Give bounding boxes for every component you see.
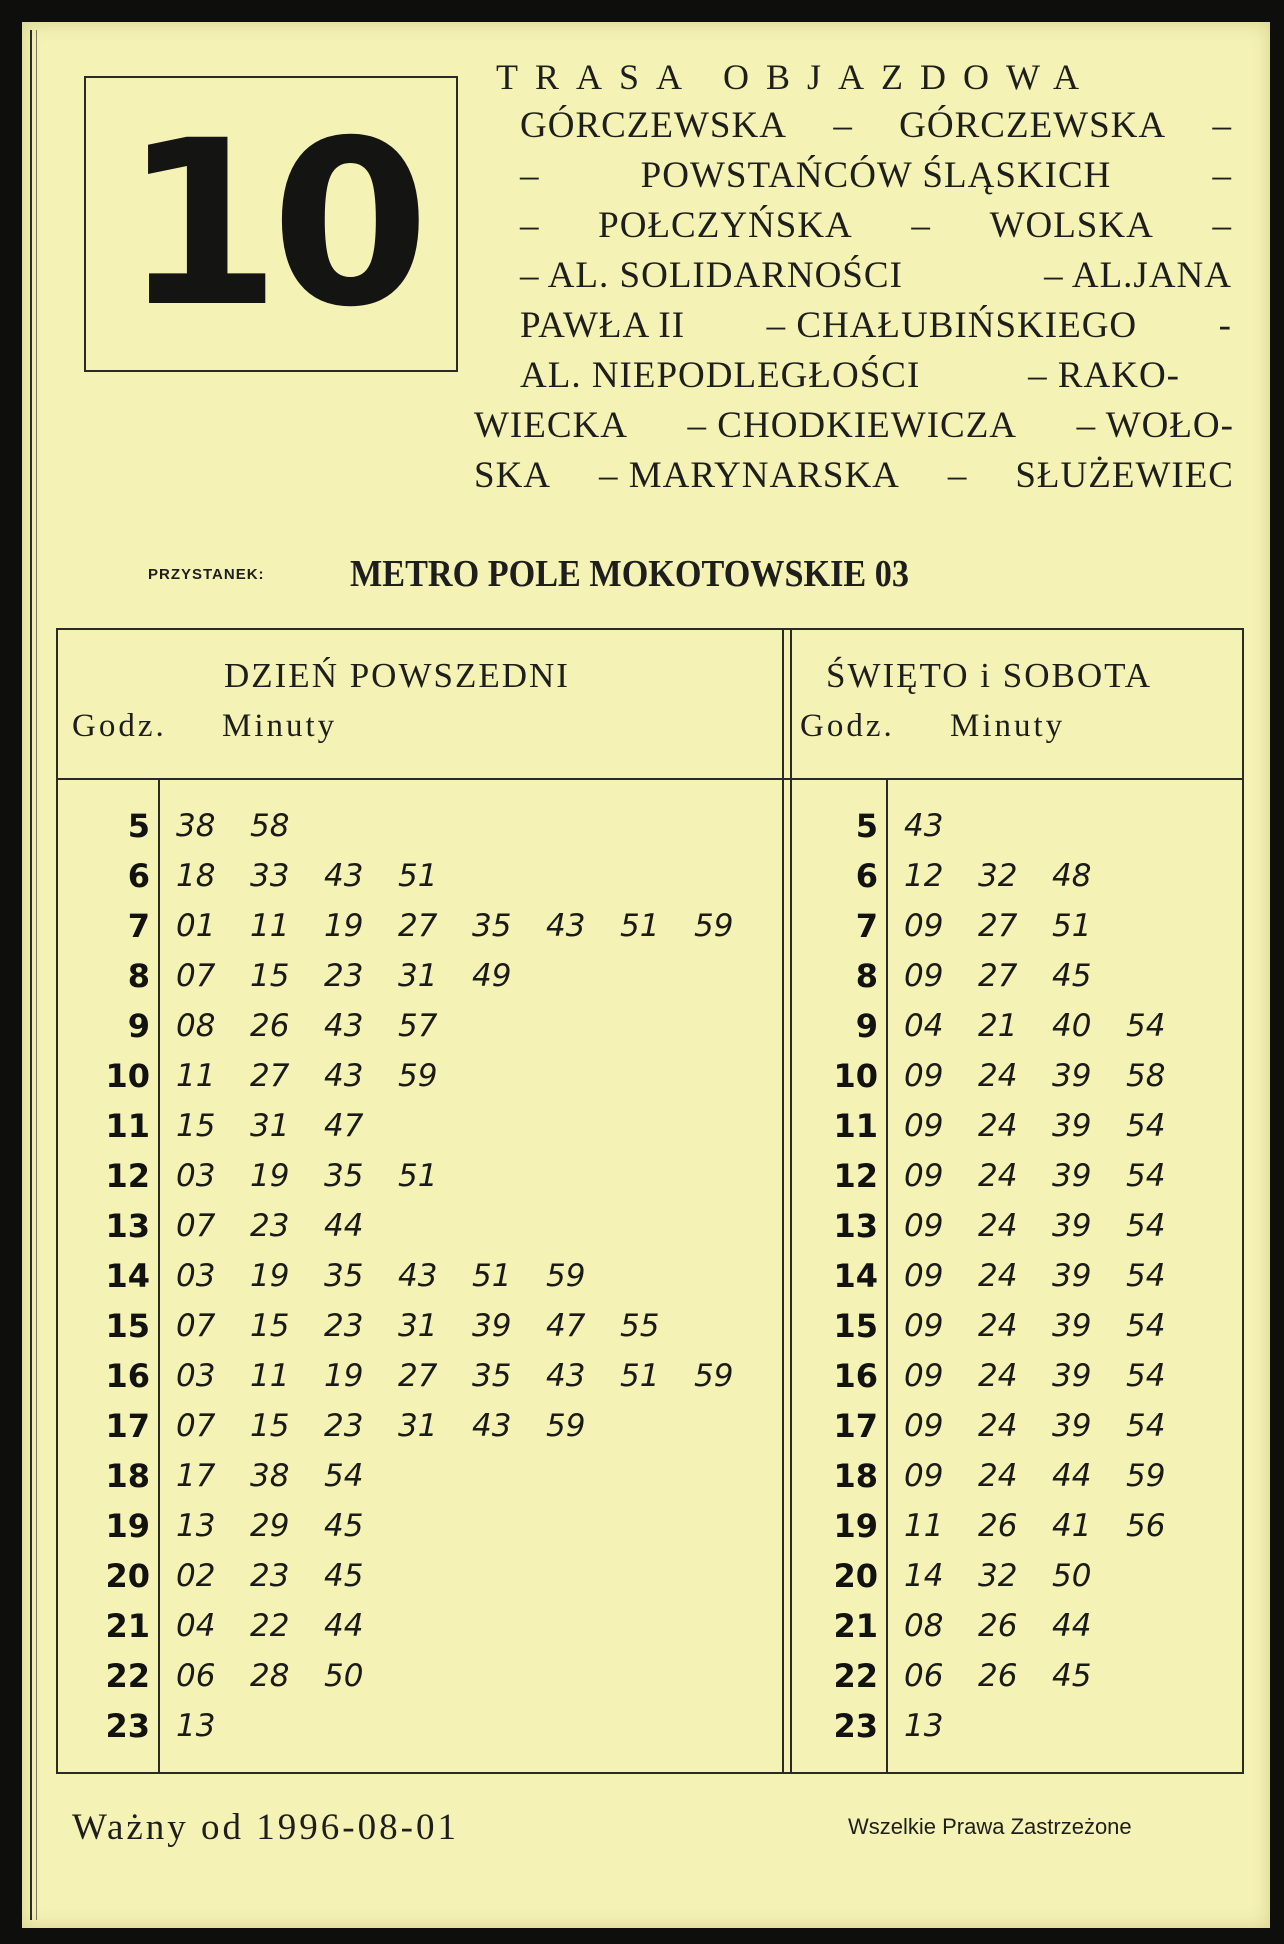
minute-value: 54	[1126, 1008, 1166, 1044]
minutes-row	[176, 1556, 398, 1596]
minute-value: 44	[324, 1608, 364, 1644]
minute-value: 32	[978, 858, 1018, 894]
hour-cell: 6	[127, 857, 150, 895]
minutes-row	[176, 856, 472, 896]
minute-value: 43	[546, 908, 586, 944]
hour-cell: 11	[833, 1107, 878, 1145]
minute-value: 39	[1052, 1308, 1092, 1344]
minute-value: 07	[176, 1408, 216, 1444]
panel-divider	[782, 628, 784, 1774]
minute-value: 50	[1052, 1558, 1092, 1594]
minute-value: 43	[472, 1408, 512, 1444]
minute-value: 35	[472, 1358, 512, 1394]
minute-value: 09	[904, 1258, 944, 1294]
hour-cell: 12	[105, 1157, 150, 1195]
route-segment: SŁUŻEWIEC	[1015, 455, 1234, 496]
minute-value: 15	[250, 1408, 290, 1444]
route-segment: -	[1218, 305, 1232, 346]
holiday-minutes-header: Minuty	[950, 708, 1066, 744]
hour-cell: 8	[855, 957, 878, 995]
minute-value: 07	[176, 1308, 216, 1344]
minutes-row	[904, 1606, 1126, 1646]
hour-cell: 16	[105, 1357, 150, 1395]
holiday-hour-rule	[886, 778, 888, 1774]
hour-cell: 9	[855, 1007, 878, 1045]
minutes-row	[904, 1506, 1200, 1546]
hour-cell: 20	[105, 1557, 150, 1595]
route-line	[520, 204, 1232, 247]
holiday-hour-header: Godz.	[800, 708, 895, 744]
hour-cell: 8	[127, 957, 150, 995]
hour-cell: 16	[833, 1357, 878, 1395]
minute-value: 39	[1052, 1358, 1092, 1394]
minute-value: 57	[398, 1008, 438, 1044]
minute-value: 54	[1126, 1408, 1166, 1444]
minutes-row	[904, 1106, 1200, 1146]
minute-value: 27	[250, 1058, 290, 1094]
minute-value: 58	[250, 808, 290, 844]
minute-value: 39	[1052, 1158, 1092, 1194]
route-segment: – MARYNARSKA	[599, 455, 900, 496]
minutes-row	[176, 1356, 768, 1396]
minutes-row	[904, 1306, 1200, 1346]
minute-value: 23	[324, 1308, 364, 1344]
minute-value: 09	[904, 908, 944, 944]
minute-value: 43	[324, 858, 364, 894]
minute-value: 43	[324, 1008, 364, 1044]
minute-value: 45	[1052, 1658, 1092, 1694]
minutes-row	[176, 806, 324, 846]
route-line	[520, 354, 1180, 397]
minutes-row	[904, 1156, 1200, 1196]
minute-value: 11	[176, 1058, 216, 1094]
minute-value: 19	[324, 908, 364, 944]
minute-value: 18	[176, 858, 216, 894]
route-segment: WOLSKA	[989, 205, 1154, 246]
minute-value: 08	[904, 1608, 944, 1644]
minute-value: 59	[398, 1058, 438, 1094]
hour-cell: 6	[855, 857, 878, 895]
route-line	[520, 254, 1232, 297]
minute-value: 04	[176, 1608, 216, 1644]
minute-value: 43	[324, 1058, 364, 1094]
left-margin-rule	[30, 30, 32, 1920]
minute-value: 44	[1052, 1458, 1092, 1494]
hour-cell: 15	[105, 1307, 150, 1345]
minute-value: 08	[176, 1008, 216, 1044]
minutes-row	[904, 1406, 1200, 1446]
minute-value: 04	[904, 1008, 944, 1044]
minute-value: 01	[176, 908, 216, 944]
minute-value: 59	[694, 1358, 734, 1394]
route-segment: WIECKA	[474, 405, 628, 446]
minute-value: 43	[904, 808, 944, 844]
minutes-row	[176, 1456, 398, 1496]
hour-cell: 7	[127, 907, 150, 945]
minute-value: 09	[904, 1358, 944, 1394]
hour-cell: 10	[105, 1057, 150, 1095]
minute-value: 38	[250, 1458, 290, 1494]
minute-value: 23	[250, 1208, 290, 1244]
timetable-table	[56, 628, 1244, 1774]
minutes-row	[176, 1056, 472, 1096]
minute-value: 12	[904, 858, 944, 894]
minute-value: 19	[324, 1358, 364, 1394]
route-segment: POŁCZYŃSKA	[598, 205, 853, 246]
minute-value: 19	[250, 1258, 290, 1294]
hour-cell: 17	[833, 1407, 878, 1445]
minute-value: 23	[324, 958, 364, 994]
minute-value: 31	[398, 1308, 438, 1344]
route-segment: –	[1212, 105, 1232, 146]
minute-value: 54	[324, 1458, 364, 1494]
minute-value: 11	[250, 1358, 290, 1394]
minute-value: 09	[904, 1408, 944, 1444]
hour-cell: 10	[833, 1057, 878, 1095]
minutes-row	[176, 1306, 694, 1346]
minutes-row	[176, 1006, 472, 1046]
minute-value: 51	[620, 908, 660, 944]
minute-value: 35	[324, 1158, 364, 1194]
minutes-row	[904, 1706, 978, 1746]
hour-cell: 23	[105, 1707, 150, 1745]
minute-value: 26	[250, 1008, 290, 1044]
hour-cell: 19	[105, 1507, 150, 1545]
minute-value: 41	[1052, 1508, 1092, 1544]
minutes-row	[176, 1256, 620, 1296]
minute-value: 15	[176, 1108, 216, 1144]
minute-value: 06	[176, 1658, 216, 1694]
hour-cell: 21	[105, 1607, 150, 1645]
minute-value: 39	[1052, 1108, 1092, 1144]
stop-name: METRO POLE MOKOTOWSKIE 03	[350, 553, 909, 595]
minutes-row	[904, 1356, 1200, 1396]
weekday-minutes-header: Minuty	[222, 708, 338, 744]
route-segment: –	[520, 155, 540, 196]
valid-from: Ważny od 1996-08-01	[72, 1807, 459, 1848]
route-segment: –	[1212, 205, 1232, 246]
minute-value: 09	[904, 1308, 944, 1344]
route-line	[474, 454, 1234, 497]
panel-divider-inner	[790, 628, 792, 1774]
minute-value: 38	[176, 808, 216, 844]
minute-value: 17	[176, 1458, 216, 1494]
route-line	[520, 304, 1232, 347]
route-number-box	[84, 76, 458, 372]
minutes-row	[904, 906, 1126, 946]
minute-value: 09	[904, 1208, 944, 1244]
hour-cell: 13	[105, 1207, 150, 1245]
route-segment: – AL.JANA	[1044, 255, 1232, 296]
route-segment: GÓRCZEWSKA	[520, 105, 787, 146]
minute-value: 24	[978, 1358, 1018, 1394]
hour-cell: 14	[833, 1257, 878, 1295]
route-segment: – AL. SOLIDARNOŚCI	[520, 255, 903, 296]
hour-cell: 9	[127, 1007, 150, 1045]
minute-value: 07	[176, 958, 216, 994]
minute-value: 13	[904, 1708, 944, 1744]
hour-cell: 12	[833, 1157, 878, 1195]
route-segment: –	[947, 455, 968, 496]
route-segment: – CHODKIEWICZA	[687, 405, 1018, 446]
detour-title: TRASA OBJAZDOWA	[496, 57, 1097, 97]
minute-value: 43	[398, 1258, 438, 1294]
minute-value: 43	[546, 1358, 586, 1394]
route-segment: SKA	[474, 455, 552, 496]
route-segment: – CHAŁUBIŃSKIEGO	[766, 305, 1138, 346]
minute-value: 29	[250, 1508, 290, 1544]
minute-value: 14	[904, 1558, 944, 1594]
minute-value: 22	[250, 1608, 290, 1644]
minute-value: 03	[176, 1258, 216, 1294]
minute-value: 59	[1126, 1458, 1166, 1494]
minutes-row	[904, 1456, 1200, 1496]
minute-value: 11	[904, 1508, 944, 1544]
route-segment: AL. NIEPODLEGŁOŚCI	[520, 355, 921, 396]
route-line	[520, 104, 1232, 147]
minute-value: 40	[1052, 1008, 1092, 1044]
minute-value: 24	[978, 1308, 1018, 1344]
minute-value: 54	[1126, 1358, 1166, 1394]
minute-value: 09	[904, 1058, 944, 1094]
minute-value: 48	[1052, 858, 1092, 894]
holiday-title: ŚWIĘTO i SOBOTA	[826, 656, 1152, 695]
minute-value: 13	[176, 1508, 216, 1544]
minute-value: 54	[1126, 1108, 1166, 1144]
minutes-row	[904, 1556, 1126, 1596]
minute-value: 35	[472, 908, 512, 944]
minute-value: 59	[546, 1258, 586, 1294]
minute-value: 24	[978, 1158, 1018, 1194]
minute-value: 45	[1052, 958, 1092, 994]
minutes-row	[176, 1506, 398, 1546]
minute-value: 09	[904, 958, 944, 994]
minutes-row	[176, 906, 768, 946]
hour-cell: 20	[833, 1557, 878, 1595]
minute-value: 31	[398, 958, 438, 994]
minute-value: 26	[978, 1608, 1018, 1644]
minute-value: 24	[978, 1208, 1018, 1244]
minute-value: 06	[904, 1658, 944, 1694]
minute-value: 15	[250, 958, 290, 994]
minute-value: 39	[472, 1308, 512, 1344]
weekday-hour-rule	[158, 778, 160, 1774]
minute-value: 51	[398, 858, 438, 894]
minute-value: 27	[978, 908, 1018, 944]
minutes-row	[904, 1656, 1126, 1696]
hour-cell: 11	[105, 1107, 150, 1145]
minute-value: 27	[978, 958, 1018, 994]
minute-value: 54	[1126, 1158, 1166, 1194]
minute-value: 11	[250, 908, 290, 944]
minute-value: 47	[546, 1308, 586, 1344]
minutes-row	[904, 806, 978, 846]
minute-value: 27	[398, 1358, 438, 1394]
hour-cell: 18	[105, 1457, 150, 1495]
minute-value: 55	[620, 1308, 660, 1344]
minute-value: 24	[978, 1458, 1018, 1494]
minute-value: 02	[176, 1558, 216, 1594]
hour-cell: 5	[127, 807, 150, 845]
minutes-row	[176, 1106, 398, 1146]
minute-value: 44	[1052, 1608, 1092, 1644]
route-number: 10	[122, 91, 420, 357]
minute-value: 03	[176, 1358, 216, 1394]
minute-value: 35	[324, 1258, 364, 1294]
route-segment: GÓRCZEWSKA	[899, 105, 1167, 146]
hour-cell: 7	[855, 907, 878, 945]
minute-value: 09	[904, 1458, 944, 1494]
hour-cell: 15	[833, 1307, 878, 1345]
minute-value: 15	[250, 1308, 290, 1344]
left-margin-rule-inner	[36, 30, 37, 1920]
minutes-row	[904, 1006, 1200, 1046]
minute-value: 51	[472, 1258, 512, 1294]
hour-cell: 21	[833, 1607, 878, 1645]
route-line	[474, 404, 1234, 447]
minute-value: 31	[398, 1408, 438, 1444]
minutes-row	[904, 1256, 1200, 1296]
minutes-row	[904, 956, 1126, 996]
weekday-hour-header: Godz.	[72, 708, 167, 744]
minute-value: 23	[250, 1558, 290, 1594]
minute-value: 27	[398, 908, 438, 944]
minute-value: 23	[324, 1408, 364, 1444]
minute-value: 26	[978, 1508, 1018, 1544]
route-segment: –	[1212, 155, 1232, 196]
minute-value: 19	[250, 1158, 290, 1194]
minutes-row	[176, 956, 546, 996]
minute-value: 45	[324, 1508, 364, 1544]
minutes-row	[176, 1606, 398, 1646]
minute-value: 51	[398, 1158, 438, 1194]
minute-value: 33	[250, 858, 290, 894]
minute-value: 54	[1126, 1308, 1166, 1344]
minutes-row	[176, 1206, 398, 1246]
hour-cell: 23	[833, 1707, 878, 1745]
minute-value: 47	[324, 1108, 364, 1144]
minute-value: 49	[472, 958, 512, 994]
minute-value: 26	[978, 1658, 1018, 1694]
minute-value: 51	[1052, 908, 1092, 944]
route-segment: –	[520, 205, 540, 246]
minute-value: 07	[176, 1208, 216, 1244]
minute-value: 09	[904, 1108, 944, 1144]
minutes-row	[176, 1706, 250, 1746]
rights-notice: Wszelkie Prawa Zastrzeżone	[848, 1814, 1132, 1839]
header-separator	[58, 778, 1242, 780]
hour-cell: 19	[833, 1507, 878, 1545]
minute-value: 56	[1126, 1508, 1166, 1544]
minute-value: 39	[1052, 1408, 1092, 1444]
minute-value: 21	[978, 1008, 1018, 1044]
route-segment: –	[911, 205, 931, 246]
minute-value: 31	[250, 1108, 290, 1144]
hour-cell: 14	[105, 1257, 150, 1295]
hour-cell: 18	[833, 1457, 878, 1495]
hour-cell: 17	[105, 1407, 150, 1445]
minute-value: 44	[324, 1208, 364, 1244]
stop-label: PRZYSTANEK:	[148, 566, 265, 583]
minute-value: 54	[1126, 1208, 1166, 1244]
hour-cell: 22	[105, 1657, 150, 1695]
minute-value: 58	[1126, 1058, 1166, 1094]
minute-value: 03	[176, 1158, 216, 1194]
minutes-row	[176, 1406, 620, 1446]
minute-value: 54	[1126, 1258, 1166, 1294]
minutes-row	[176, 1656, 398, 1696]
minute-value: 24	[978, 1408, 1018, 1444]
hour-cell: 5	[855, 807, 878, 845]
minute-value: 32	[978, 1558, 1018, 1594]
route-segment: –	[833, 105, 853, 146]
minutes-row	[904, 1056, 1200, 1096]
minute-value: 39	[1052, 1258, 1092, 1294]
minute-value: 28	[250, 1658, 290, 1694]
hour-cell: 13	[833, 1207, 878, 1245]
minute-value: 24	[978, 1058, 1018, 1094]
minute-value: 24	[978, 1258, 1018, 1294]
minute-value: 59	[694, 908, 734, 944]
hour-cell: 22	[833, 1657, 878, 1695]
minute-value: 24	[978, 1108, 1018, 1144]
route-segment: POWSTAŃCÓW ŚLĄSKICH	[640, 155, 1112, 196]
minute-value: 39	[1052, 1208, 1092, 1244]
minute-value: 09	[904, 1158, 944, 1194]
minutes-row	[904, 1206, 1200, 1246]
minute-value: 39	[1052, 1058, 1092, 1094]
route-segment: PAWŁA II	[520, 305, 686, 346]
route-segment: – RAKO-	[1028, 355, 1180, 396]
route-line	[520, 154, 1232, 197]
route-segment: – WOŁO-	[1076, 405, 1234, 446]
minutes-row	[176, 1156, 472, 1196]
minute-value: 50	[324, 1658, 364, 1694]
minute-value: 45	[324, 1558, 364, 1594]
minute-value: 51	[620, 1358, 660, 1394]
minute-value: 13	[176, 1708, 216, 1744]
minutes-row	[904, 856, 1126, 896]
weekday-title: DZIEŃ POWSZEDNI	[224, 656, 570, 695]
minute-value: 59	[546, 1408, 586, 1444]
